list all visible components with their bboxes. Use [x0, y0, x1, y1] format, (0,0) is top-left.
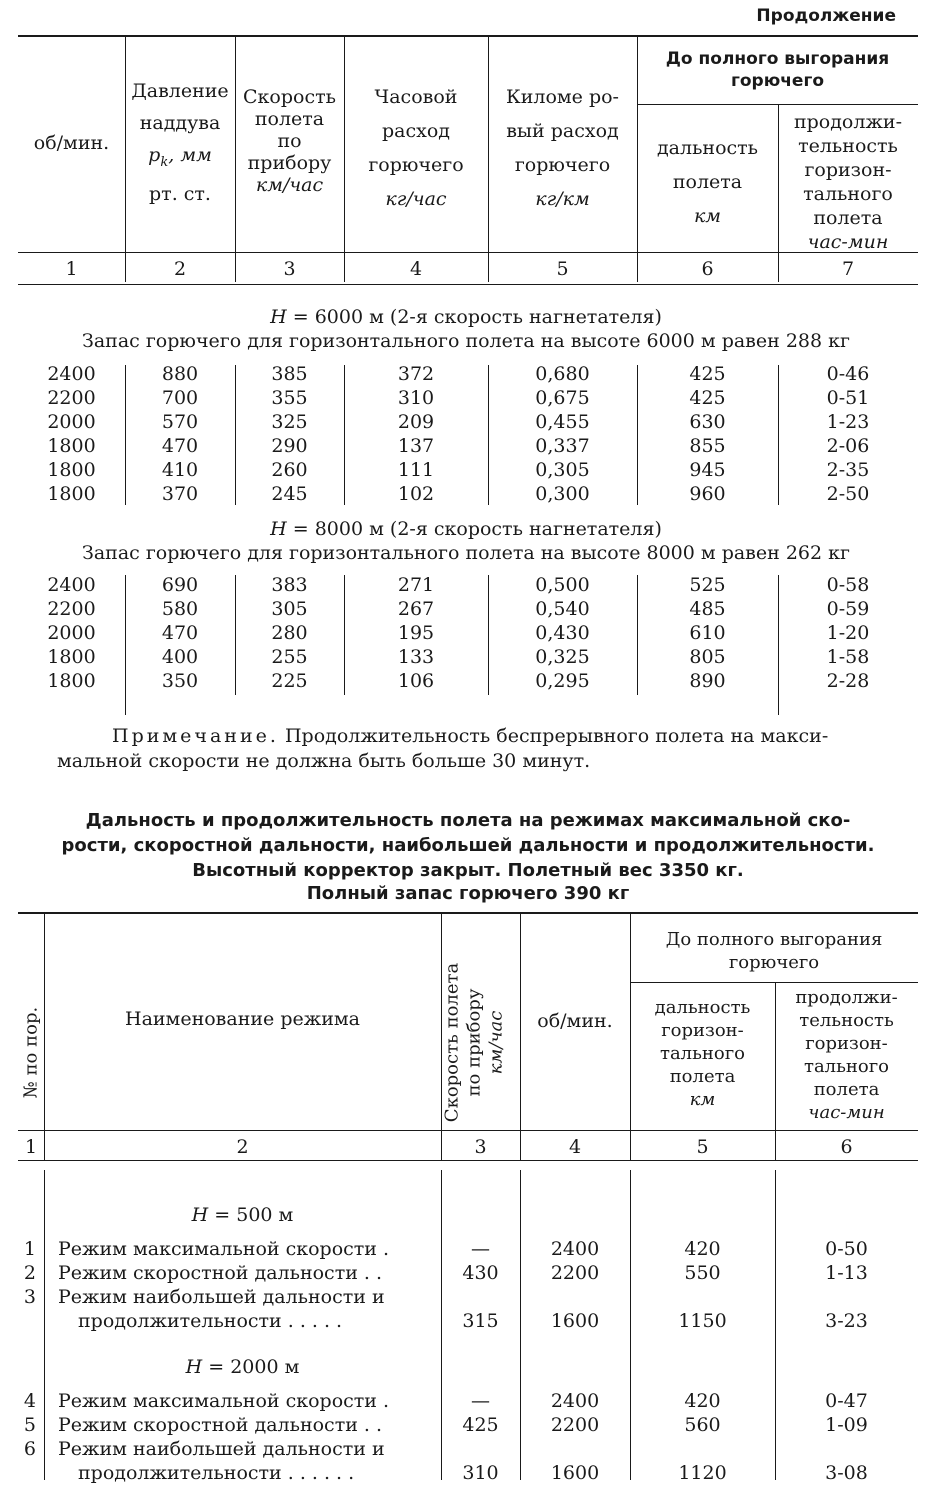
range-cell: 560: [684, 1414, 721, 1436]
table-cell: 0,500: [535, 574, 590, 596]
table-cell: 0,540: [535, 598, 590, 620]
table-cell: 1-20: [826, 622, 870, 644]
rpm-cell: 1600: [550, 1462, 600, 1484]
table-cell: 133: [397, 646, 435, 668]
table-cell: 2400: [47, 363, 96, 385]
rpm-cell: 2400: [550, 1390, 600, 1412]
table-row: [0, 1389, 932, 1413]
duration-cell: 3-23: [825, 1310, 868, 1332]
t1-section2-fuel: Запас горючего для горизонтального полета на высоте 8000 м равен 262 кг: [82, 542, 850, 564]
t1-header-pressure: Давление наддува $p_k$, мм рт. ст.: [131, 80, 229, 205]
table-cell: 383: [271, 574, 308, 596]
table-cell: 2-06: [826, 435, 870, 457]
range-cell: 420: [684, 1390, 721, 1412]
table-row: [0, 1285, 932, 1332]
t1-body2-vline-6: [778, 575, 779, 715]
duration-cell: 3-08: [825, 1462, 868, 1484]
t1-body2-vline-2: [235, 575, 236, 695]
table-cell: 255: [271, 646, 308, 668]
table-cell: 1800: [47, 435, 96, 457]
t1-colnum-2: 2: [173, 258, 187, 280]
mode-name-cont: продолжительности . . . . . .: [78, 1462, 355, 1484]
t2-title-line2: рости, скоростной дальности, наибольшей дальности и продолжительности.: [61, 835, 875, 856]
duration-cell: 0-50: [825, 1238, 868, 1260]
speed-cell: 315: [462, 1310, 499, 1332]
t2-title-line4: Полный запас горючего 390 кг: [306, 883, 630, 904]
table-cell: 370: [161, 483, 199, 505]
t1-body-vline-1: [125, 365, 126, 505]
t2-colnum-4: 4: [568, 1136, 582, 1158]
t1-header-group: До полного выгорания горючего: [665, 49, 890, 91]
table-row: [0, 597, 932, 621]
t2-header-group: До полного выгорания горючего: [665, 929, 883, 973]
table-cell: 1-58: [826, 646, 870, 668]
t1-colnum-6: 6: [701, 258, 714, 280]
speed-cell: —: [471, 1390, 490, 1412]
table-cell: 890: [689, 670, 726, 692]
table-row: [0, 458, 932, 482]
table-cell: 485: [689, 598, 726, 620]
speed-cell: 425: [462, 1414, 499, 1436]
table-row: [0, 645, 932, 669]
table-cell: 610: [689, 622, 726, 644]
table-cell: 372: [397, 363, 435, 385]
table-cell: 106: [397, 670, 435, 692]
range-cell: 1120: [678, 1462, 727, 1484]
table-cell: 267: [397, 598, 435, 620]
t1-body2-vline-3: [344, 575, 345, 695]
table-row: [0, 482, 932, 506]
table2-colnum-rule: [18, 1160, 918, 1161]
table-cell: 425: [689, 363, 726, 385]
row-number: 2: [23, 1262, 36, 1284]
t1-header-perkm: Киломе ро- вый расход горючего кг/км: [506, 86, 619, 210]
table1-top-rule: [18, 35, 918, 37]
table-row: [0, 1261, 932, 1285]
table-cell: 690: [161, 574, 199, 596]
mode-name: Режим максимальной скорости .: [58, 1238, 390, 1260]
table2-top-rule: [18, 912, 918, 914]
table-cell: 290: [271, 435, 308, 457]
t1-section1-fuel: Запас горючего для горизонтального полета на высоте 6000 м равен 288 кг: [82, 330, 850, 352]
rpm-cell: 2200: [550, 1262, 600, 1284]
rpm-cell: 2200: [550, 1414, 600, 1436]
table-cell: 0,325: [535, 646, 590, 668]
t1-section1-heading: H = 6000 м (2-я скорость нагнетателя): [270, 306, 662, 328]
table-cell: 0-59: [826, 598, 870, 620]
table-cell: 960: [689, 483, 726, 505]
t2-colnum-6: 6: [840, 1136, 853, 1158]
t2-vline-1: [44, 913, 45, 1160]
t2-title-line1: Дальность и продолжительность полета на режимах максимальной ско-: [85, 810, 851, 831]
t1-colnum-3: 3: [283, 258, 296, 280]
table-cell: 245: [271, 483, 308, 505]
table-cell: 2200: [47, 387, 96, 409]
t1-colnum-1: 1: [65, 258, 78, 280]
table-cell: 305: [271, 598, 308, 620]
table-cell: 2000: [47, 622, 96, 644]
row-number: 5: [23, 1414, 36, 1436]
table-cell: 630: [689, 411, 726, 433]
table-cell: 111: [397, 459, 435, 481]
table-row: [0, 669, 932, 693]
range-cell: 420: [684, 1238, 721, 1260]
table-cell: 470: [161, 622, 199, 644]
duration-cell: 0-47: [825, 1390, 868, 1412]
rpm-cell: 2400: [550, 1238, 600, 1260]
table-cell: 945: [689, 459, 726, 481]
t2-colnum-1: 1: [24, 1136, 38, 1158]
table-cell: 325: [271, 411, 308, 433]
table-row: [0, 573, 932, 597]
t2-header-no: № по пор.: [20, 1006, 42, 1099]
table-cell: 280: [271, 622, 308, 644]
table-cell: 385: [271, 363, 308, 385]
mode-name-cont: продолжительности . . . . .: [78, 1310, 343, 1332]
t1-body-vline-4: [488, 365, 489, 505]
t1-section2-heading: H = 8000 м (2-я скорость нагнетателя): [270, 518, 662, 540]
t2-colnum-2: 2: [236, 1136, 249, 1158]
table-cell: 0,295: [535, 670, 590, 692]
t1-body-vline-2: [235, 365, 236, 505]
t1-header-duration: продолжи- тельность горизон- тального полета час-мин: [793, 111, 903, 253]
table-cell: 855: [689, 435, 726, 457]
table-cell: 0-51: [826, 387, 870, 409]
t1-header-hourly: Часовой расход горючего кг/час: [368, 86, 464, 210]
t1-body-vline-3: [344, 365, 345, 505]
table-cell: 0,675: [535, 387, 590, 409]
range-cell: 1150: [678, 1310, 727, 1332]
row-number: 4: [23, 1390, 36, 1412]
table-row: [0, 410, 932, 434]
speed-cell: 310: [462, 1462, 499, 1484]
table-cell: 880: [161, 363, 199, 385]
table-row: [0, 362, 932, 386]
table-cell: 195: [397, 622, 435, 644]
t2-header-duration: продолжи- тельность горизон- тального полета час-мин: [795, 987, 898, 1123]
t1-body2-vline-4: [488, 575, 489, 695]
mode-name: Режим скоростной дальности . .: [58, 1262, 383, 1284]
t1-note-line1: Примечание. Продолжительность беспрерывного полета на макси-: [112, 725, 829, 747]
t2-colnum-3: 3: [474, 1136, 487, 1158]
t1-colnum-7: 7: [841, 258, 855, 280]
t2-header-name: Наименование режима: [125, 1008, 360, 1030]
table-row: [0, 621, 932, 645]
table2-group-rule: [630, 982, 918, 983]
table-cell: 271: [397, 574, 435, 596]
table-cell: 400: [161, 646, 199, 668]
t1-header-range: дальность полета км: [656, 137, 759, 227]
table-row: [0, 1237, 932, 1261]
table-cell: 137: [397, 435, 435, 457]
t1-note-line2: мальной скорости не должна быть больше 30 минут.: [57, 750, 591, 772]
table-cell: 525: [689, 574, 726, 596]
table1-colnum-rule: [18, 284, 918, 285]
table-cell: 570: [161, 411, 199, 433]
table-cell: 2-35: [826, 459, 870, 481]
table-cell: 350: [161, 670, 199, 692]
row-number: 3: [23, 1286, 36, 1308]
table-row: [0, 434, 932, 458]
table-cell: 355: [271, 387, 308, 409]
table-cell: 225: [271, 670, 308, 692]
table-cell: 102: [397, 483, 435, 505]
table-cell: 1800: [47, 646, 96, 668]
t1-body-vline-5: [637, 365, 638, 505]
table-cell: 2400: [47, 574, 96, 596]
t2-header-range: дальность горизон- тального полета км: [654, 997, 751, 1110]
table-cell: 1800: [47, 670, 96, 692]
table-row: [0, 1413, 932, 1437]
table-cell: 0-46: [826, 363, 870, 385]
table-cell: 0,680: [535, 363, 590, 385]
table-cell: 0,455: [535, 411, 590, 433]
table-cell: 0,300: [535, 483, 590, 505]
t1-body2-vline-5: [637, 575, 638, 695]
table-cell: 1-23: [826, 411, 870, 433]
table-cell: 410: [161, 459, 199, 481]
table-row: [0, 1437, 932, 1484]
table-row: [0, 386, 932, 410]
table-cell: 2-50: [826, 483, 870, 505]
t1-body-vline-6: [778, 365, 779, 505]
table-cell: 805: [689, 646, 726, 668]
t2-title-line3: Высотный корректор закрыт. Полетный вес 3350 кг.: [192, 860, 744, 881]
t1-header-speed: Скорость полета по прибору км/час: [243, 86, 336, 196]
table-cell: 2200: [47, 598, 96, 620]
t2-section2-heading: H = 2000 м: [185, 1356, 300, 1378]
table-cell: 209: [397, 411, 435, 433]
table-cell: 1800: [47, 483, 96, 505]
table-cell: 2000: [47, 411, 96, 433]
t2-header-speed: Скорость полета по прибору км/час: [441, 962, 507, 1123]
table-cell: 0,430: [535, 622, 590, 644]
table-cell: 700: [161, 387, 199, 409]
continuation-label: Продолжение: [756, 6, 896, 26]
duration-cell: 1-13: [825, 1262, 868, 1284]
table-cell: 1800: [47, 459, 96, 481]
mode-name: Режим наибольшей дальности и: [58, 1438, 385, 1460]
t2-header-rpm: об/мин.: [537, 1010, 613, 1032]
table-cell: 260: [271, 459, 308, 481]
rpm-cell: 1600: [550, 1310, 600, 1332]
t1-colnum-5: 5: [556, 258, 569, 280]
t1-body2-vline-1: [125, 575, 126, 715]
mode-name: Режим скоростной дальности . .: [58, 1414, 383, 1436]
duration-cell: 1-09: [825, 1414, 868, 1436]
table-cell: 425: [689, 387, 726, 409]
table-cell: 470: [161, 435, 199, 457]
range-cell: 550: [684, 1262, 721, 1284]
table-cell: 0,337: [535, 435, 590, 457]
table-cell: 0-58: [826, 574, 870, 596]
table-cell: 310: [397, 387, 435, 409]
t2-colnum-5: 5: [696, 1136, 709, 1158]
t2-section1-heading: H = 500 м: [191, 1204, 294, 1226]
mode-name: Режим максимальной скорости .: [58, 1390, 390, 1412]
row-number: 6: [23, 1438, 36, 1460]
table-cell: 580: [161, 598, 199, 620]
row-number: 1: [23, 1238, 36, 1260]
speed-cell: 430: [462, 1262, 499, 1284]
mode-name: Режим наибольшей дальности и: [58, 1286, 385, 1308]
t1-header-rpm: об/мин.: [33, 132, 110, 154]
table-cell: 2-28: [826, 670, 870, 692]
speed-cell: —: [471, 1238, 490, 1260]
t1-colnum-4: 4: [409, 258, 423, 280]
table-cell: 0,305: [535, 459, 590, 481]
